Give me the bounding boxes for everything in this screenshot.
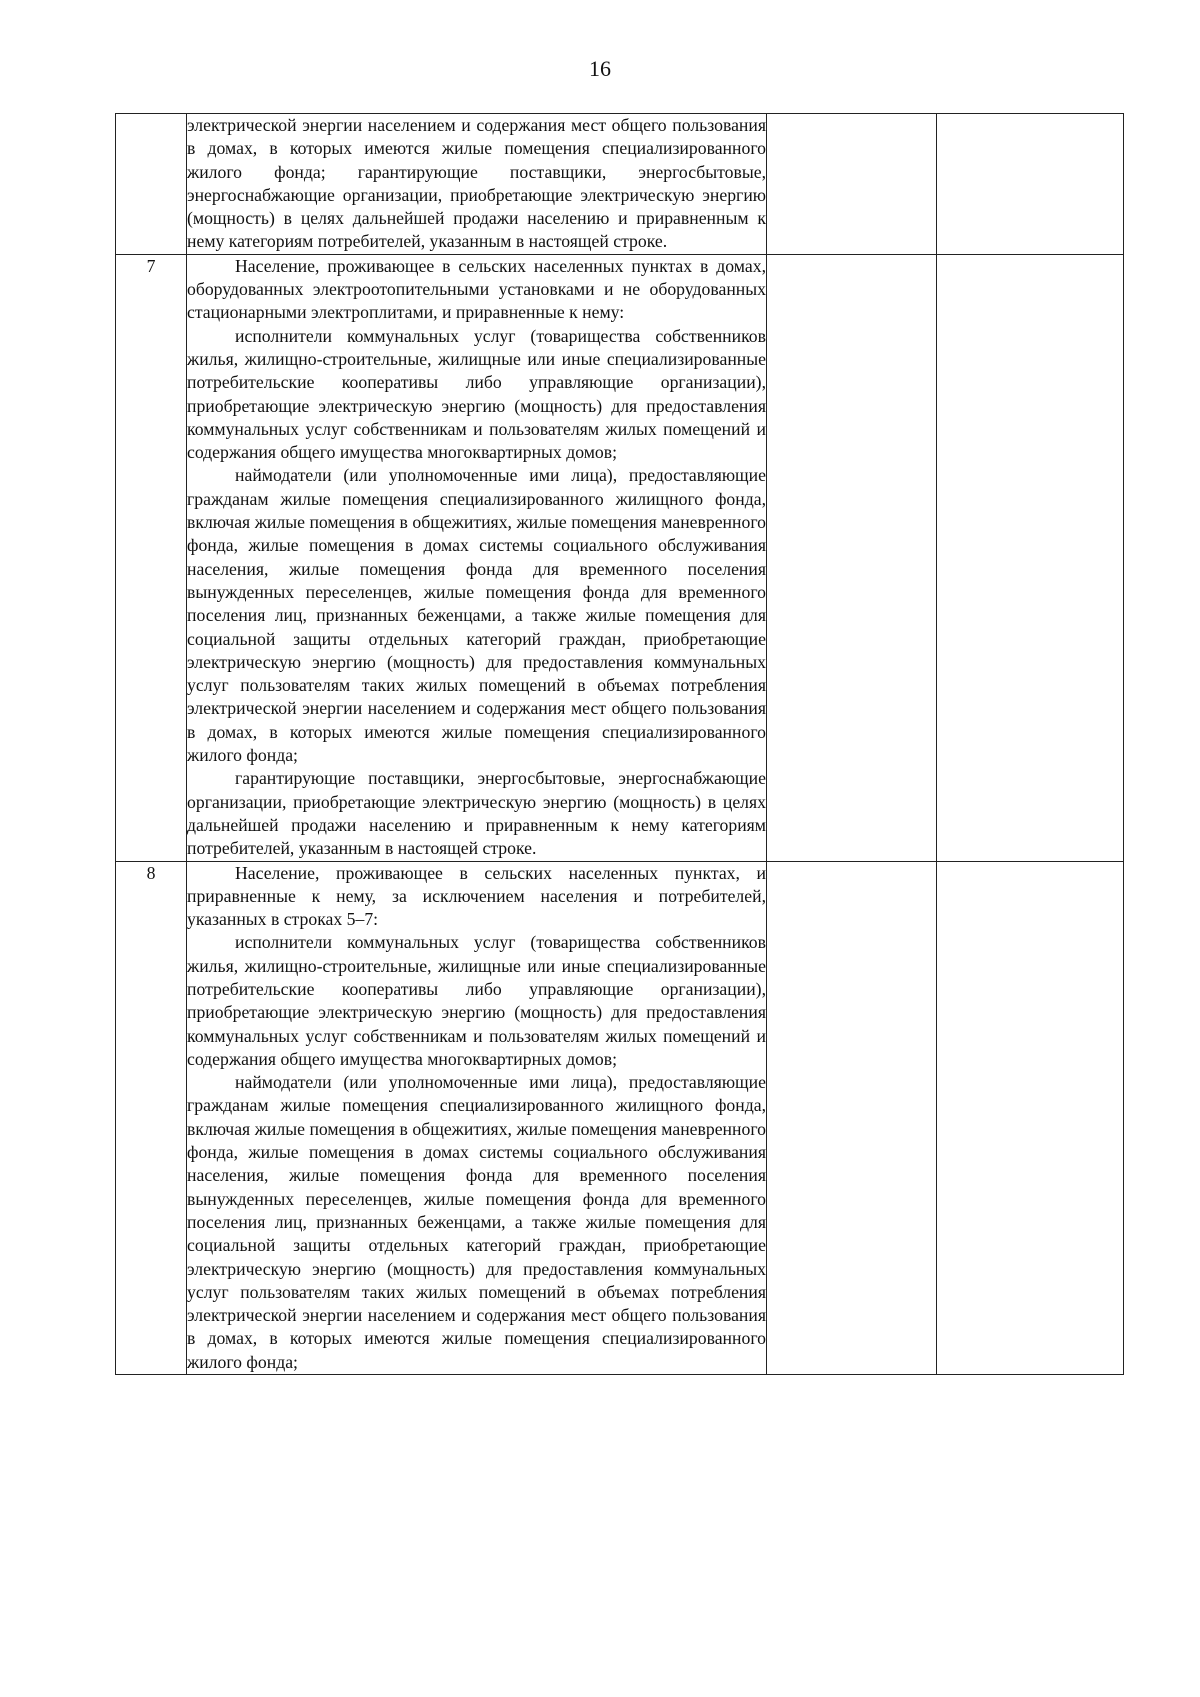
description-paragraph: Население, проживающее в сельских населенных пунктах, и приравненные к нему, за исключением населения и потребителей, указанных в строках 5–7: [187,862,766,930]
row-description [187,861,767,1375]
empty-cell [767,861,937,1375]
row-number: 8 [116,861,187,1375]
row-number [116,114,187,255]
description-paragraph: электрической энергии населением и содержания мест общего пользования в домах, в которых имеются жилые помещения специализированного жилого фонда; гарантирующие поставщики, энергосбытовые, энергоснабжающие организации, приобретающие электрическую энергию (мощность) в целях дальнейшей продажи населению и приравненным к нему категориям потребителей, указанным в настоящей строке. [187,115,766,252]
description-paragraph: исполнители коммунальных услуг (товарищества собственников жилья, жилищно-строительные, жилищные или иные специализированные потребительские кооперативы либо управляющие организации), приобретающие электрическую энергию (мощность) для предоставления коммунальных услуг собственникам и пользователям жилых помещений и содержания общего имущества многоквартирных домов; [187,325,766,463]
empty-cell [937,114,1124,255]
description-paragraph: Население, проживающее в сельских населенных пунктах в домах, оборудованных электроотопительными установками и не оборудованных стационарными электроплитами, и приравненные к нему: [187,255,766,323]
empty-cell [767,254,937,861]
table-row-continuation [116,114,1124,255]
row-description [187,254,767,861]
row-description [187,114,767,255]
row-number: 7 [116,254,187,861]
description-paragraph: наймодатели (или уполномоченные ими лица), предоставляющие гражданам жилые помещения специализированного жилищного фонда, включая жилые помещения в общежитиях, жилые помещения маневренного фонда, жилые помещения в домах системы социального обслуживания населения, жилые помещения фонда для временного поселения вынужденных переселенцев, жилые помещения фонда для временного поселения лиц, признанных беженцами, а также жилые помещения для социальной защиты отдельных категорий граждан, приобретающие электрическую энергию (мощность) для предоставления коммунальных услуг пользователям таких жилых помещений в объемах потребления электрической энергии населением и содержания мест общего пользования в домах, в которых имеются жилые помещения специализированного жилого фонда; [187,1072,766,1372]
description-paragraph: наймодатели (или уполномоченные ими лица), предоставляющие гражданам жилые помещения специализированного жилищного фонда, включая жилые помещения в общежитиях, жилые помещения маневренного фонда, жилые помещения в домах системы социального обслуживания населения, жилые помещения фонда для временного поселения вынужденных переселенцев, жилые помещения фонда для временного поселения лиц, признанных беженцами, а также жилые помещения для социальной защиты отдельных категорий граждан, приобретающие электрическую энергию (мощность) для предоставления коммунальных услуг пользователям таких жилых помещений в объемах потребления электрической энергии населением и содержания мест общего пользования в домах, в которых имеются жилые помещения специализированного жилого фонда; [187,465,766,766]
empty-cell [767,114,937,255]
table-row-8 [116,861,1124,1375]
description-paragraph: гарантирующие поставщики, энергосбытовые, энергоснабжающие организации, приобретающие электрическую энергию (мощность) в целях дальнейшей продажи населению и приравненным к нему категориям потребителей, указанным в настоящей строке. [187,768,766,859]
page-number: 16 [589,56,611,81]
empty-cell [937,861,1124,1375]
table-row-7 [116,254,1124,861]
description-paragraph: исполнители коммунальных услуг (товарищества собственников жилья, жилищно-строительные, жилищные или иные специализированные потребительские кооперативы либо управляющие организации), приобретающие электрическую энергию (мощность) для предоставления коммунальных услуг собственникам и пользователям жилых помещений и содержания общего имущества многоквартирных домов; [187,932,766,1069]
tariff-table [115,113,1124,1375]
empty-cell [937,254,1124,861]
